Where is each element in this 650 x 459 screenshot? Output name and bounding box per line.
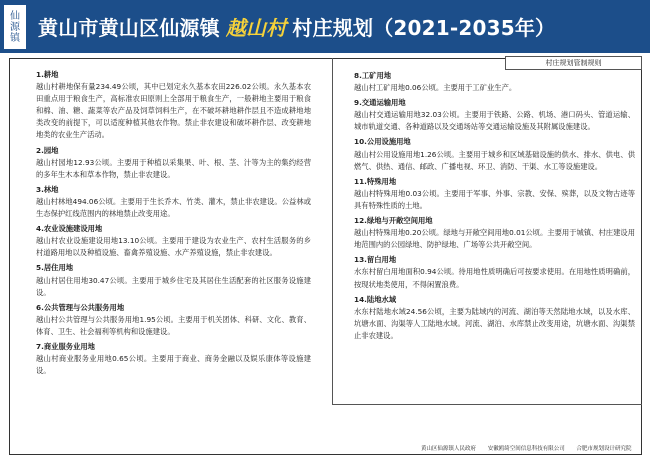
title-village-name: 越山村 <box>225 16 287 40</box>
section-heading: 11.特殊用地 <box>354 176 397 186</box>
section-body: 越山村公共管理与公共服务用地1.95公顷。主要用于机关团体、科研、文化、教育、体育、卫生、社会福利等机构和设施建设。 <box>36 314 311 336</box>
rule-section <box>354 136 635 172</box>
section-body: 越山村园地12.93公顷。主要用于种植以采集果、叶、根、茎、汁等为主的集约经营的多年生木本和草本作物，禁止非农建设。 <box>36 157 311 179</box>
rule-section <box>36 341 311 377</box>
section-body: 越山村特殊用地0.03公顷。主要用于军事、外事、宗教、安保、殡葬，以及文物古迹等具有特殊性质的土地。 <box>354 188 635 210</box>
section-body: 越山村公用设施用地1.26公顷。主要用于城乡和区域基础设施的供水、排水、供电、供燃气、供热、通信、邮政、广播电视、环卫、消防、干渠、水工等设施建设。 <box>354 149 635 171</box>
title-suffix: 村庄规划（2021-2035年） <box>292 16 556 40</box>
section-tag: 村庄规划管制规则 <box>505 56 642 70</box>
rule-section <box>354 215 635 251</box>
section-body: 越山村林地494.06公顷。主要用于生长乔木、竹类、灌木，禁止非农建设。公益林或生态保护红线范围内的林地禁止改变用途。 <box>36 196 311 219</box>
footer-organizations <box>421 444 642 452</box>
seal-char: 镇 <box>10 32 20 44</box>
town-seal <box>4 5 26 49</box>
rule-section <box>36 223 311 259</box>
footer-org-company: 安徽鸥绮空间信息科技有限公司 <box>487 446 565 452</box>
section-heading: 3.林地 <box>36 184 59 194</box>
right-column <box>354 67 635 342</box>
section-heading: 9.交通运输用地 <box>354 98 406 108</box>
rule-section <box>354 176 635 212</box>
section-body: 越山村耕地保有量234.49公顷，其中已划定永久基本农田226.02公顷。永久基本农田重点用于粮食生产，高标准农田原则上全部用于粮食生产，一般耕地主要用于粮食和棉、油、糖、蔬菜等农产品及饲草饲料生产，在不破坏耕地耕作层且不造成耕地地类改变的前提下，可以适度种植其他农作物。禁止非农建设和破坏耕作层、改变耕地地类的农业生产活动。 <box>36 82 311 140</box>
section-heading: 13.留白用地 <box>354 255 397 265</box>
section-body: 越山村特殊用地0.20公顷。绿地与开敞空间用地0.01公顷。主要用于城镇、村庄建设用地范围内的公园绿地、防护绿地、广场等公共开敞空间。 <box>354 228 635 250</box>
page-header <box>0 0 650 53</box>
section-heading: 12.绿地与开敞空间用地 <box>354 216 433 226</box>
rule-section <box>36 262 311 298</box>
section-heading: 7.商业服务业用地 <box>36 341 95 351</box>
rule-section <box>354 294 635 342</box>
rule-section <box>354 70 635 94</box>
section-heading: 10.公用设施用地 <box>354 137 411 147</box>
footer-block <box>332 404 642 455</box>
rule-section <box>36 145 311 181</box>
section-body: 越山村农业设施建设用地13.10公顷。主要用于建设为农业生产、农村生活服务的乡村道路用地以及种植设施、畜禽养殖设施、水产养殖设施，禁止非农建设。 <box>36 236 311 258</box>
rule-section <box>354 254 635 290</box>
section-body: 越山村交通运输用地32.03公顷。主要用于铁路、公路、机场、港口码头、管道运输、城市轨道交通、各种道路以及交通场站等交通运输设施及其附属设施建设。 <box>354 110 635 132</box>
left-column <box>36 66 311 377</box>
section-body: 越山村商业服务业用地0.65公顷。主要用于商业、商务金融以及娱乐康体等设施建设。 <box>36 354 311 376</box>
section-heading: 1.耕地 <box>36 70 59 79</box>
seal-char: 仙 <box>10 10 20 22</box>
seal-char: 源 <box>10 21 20 33</box>
section-heading: 2.园地 <box>36 145 59 155</box>
section-body: 水东村留白用地面积0.94公顷。待用地性质明确后可按要求使用。在用地性质明确前，按现状地类使用，不得闲置浪费。 <box>354 267 635 289</box>
rule-section <box>36 69 311 142</box>
section-heading: 6.公共管理与公共服务用地 <box>36 302 125 312</box>
section-heading: 4.农业设施建设用地 <box>36 224 103 234</box>
section-body: 越山村居住用地30.47公顷。主要用于城乡住宅及其居住生活配套的社区服务设施建设。 <box>36 275 311 297</box>
title-prefix: 黄山市黄山区仙源镇 <box>38 16 220 40</box>
footer-org-institute: 合肥市规划设计研究院 <box>576 446 632 452</box>
section-body: 水东村陆地水域24.56公顷，主要为陆域内的河流、湖泊等天然陆地水域，以及水库、坑塘水面、沟渠等人工陆地水域。河流、湖泊、水库禁止改变用途，坑塘水面、沟渠禁止非农建设。 <box>354 306 635 340</box>
rule-section <box>36 184 311 220</box>
page-title <box>38 12 555 41</box>
section-heading: 8.工矿用地 <box>354 71 392 80</box>
section-body: 越山村工矿用地0.06公顷。主要用于工矿业生产。 <box>354 83 517 93</box>
column-divider <box>332 58 333 404</box>
footer-org-government: 黄山区仙源镇人民政府 <box>421 446 477 452</box>
rule-section <box>354 97 635 133</box>
section-heading: 5.居住用地 <box>36 263 74 273</box>
rule-section <box>36 302 311 338</box>
footer-divider <box>332 404 642 405</box>
section-heading: 14.陆地水域 <box>354 294 397 304</box>
